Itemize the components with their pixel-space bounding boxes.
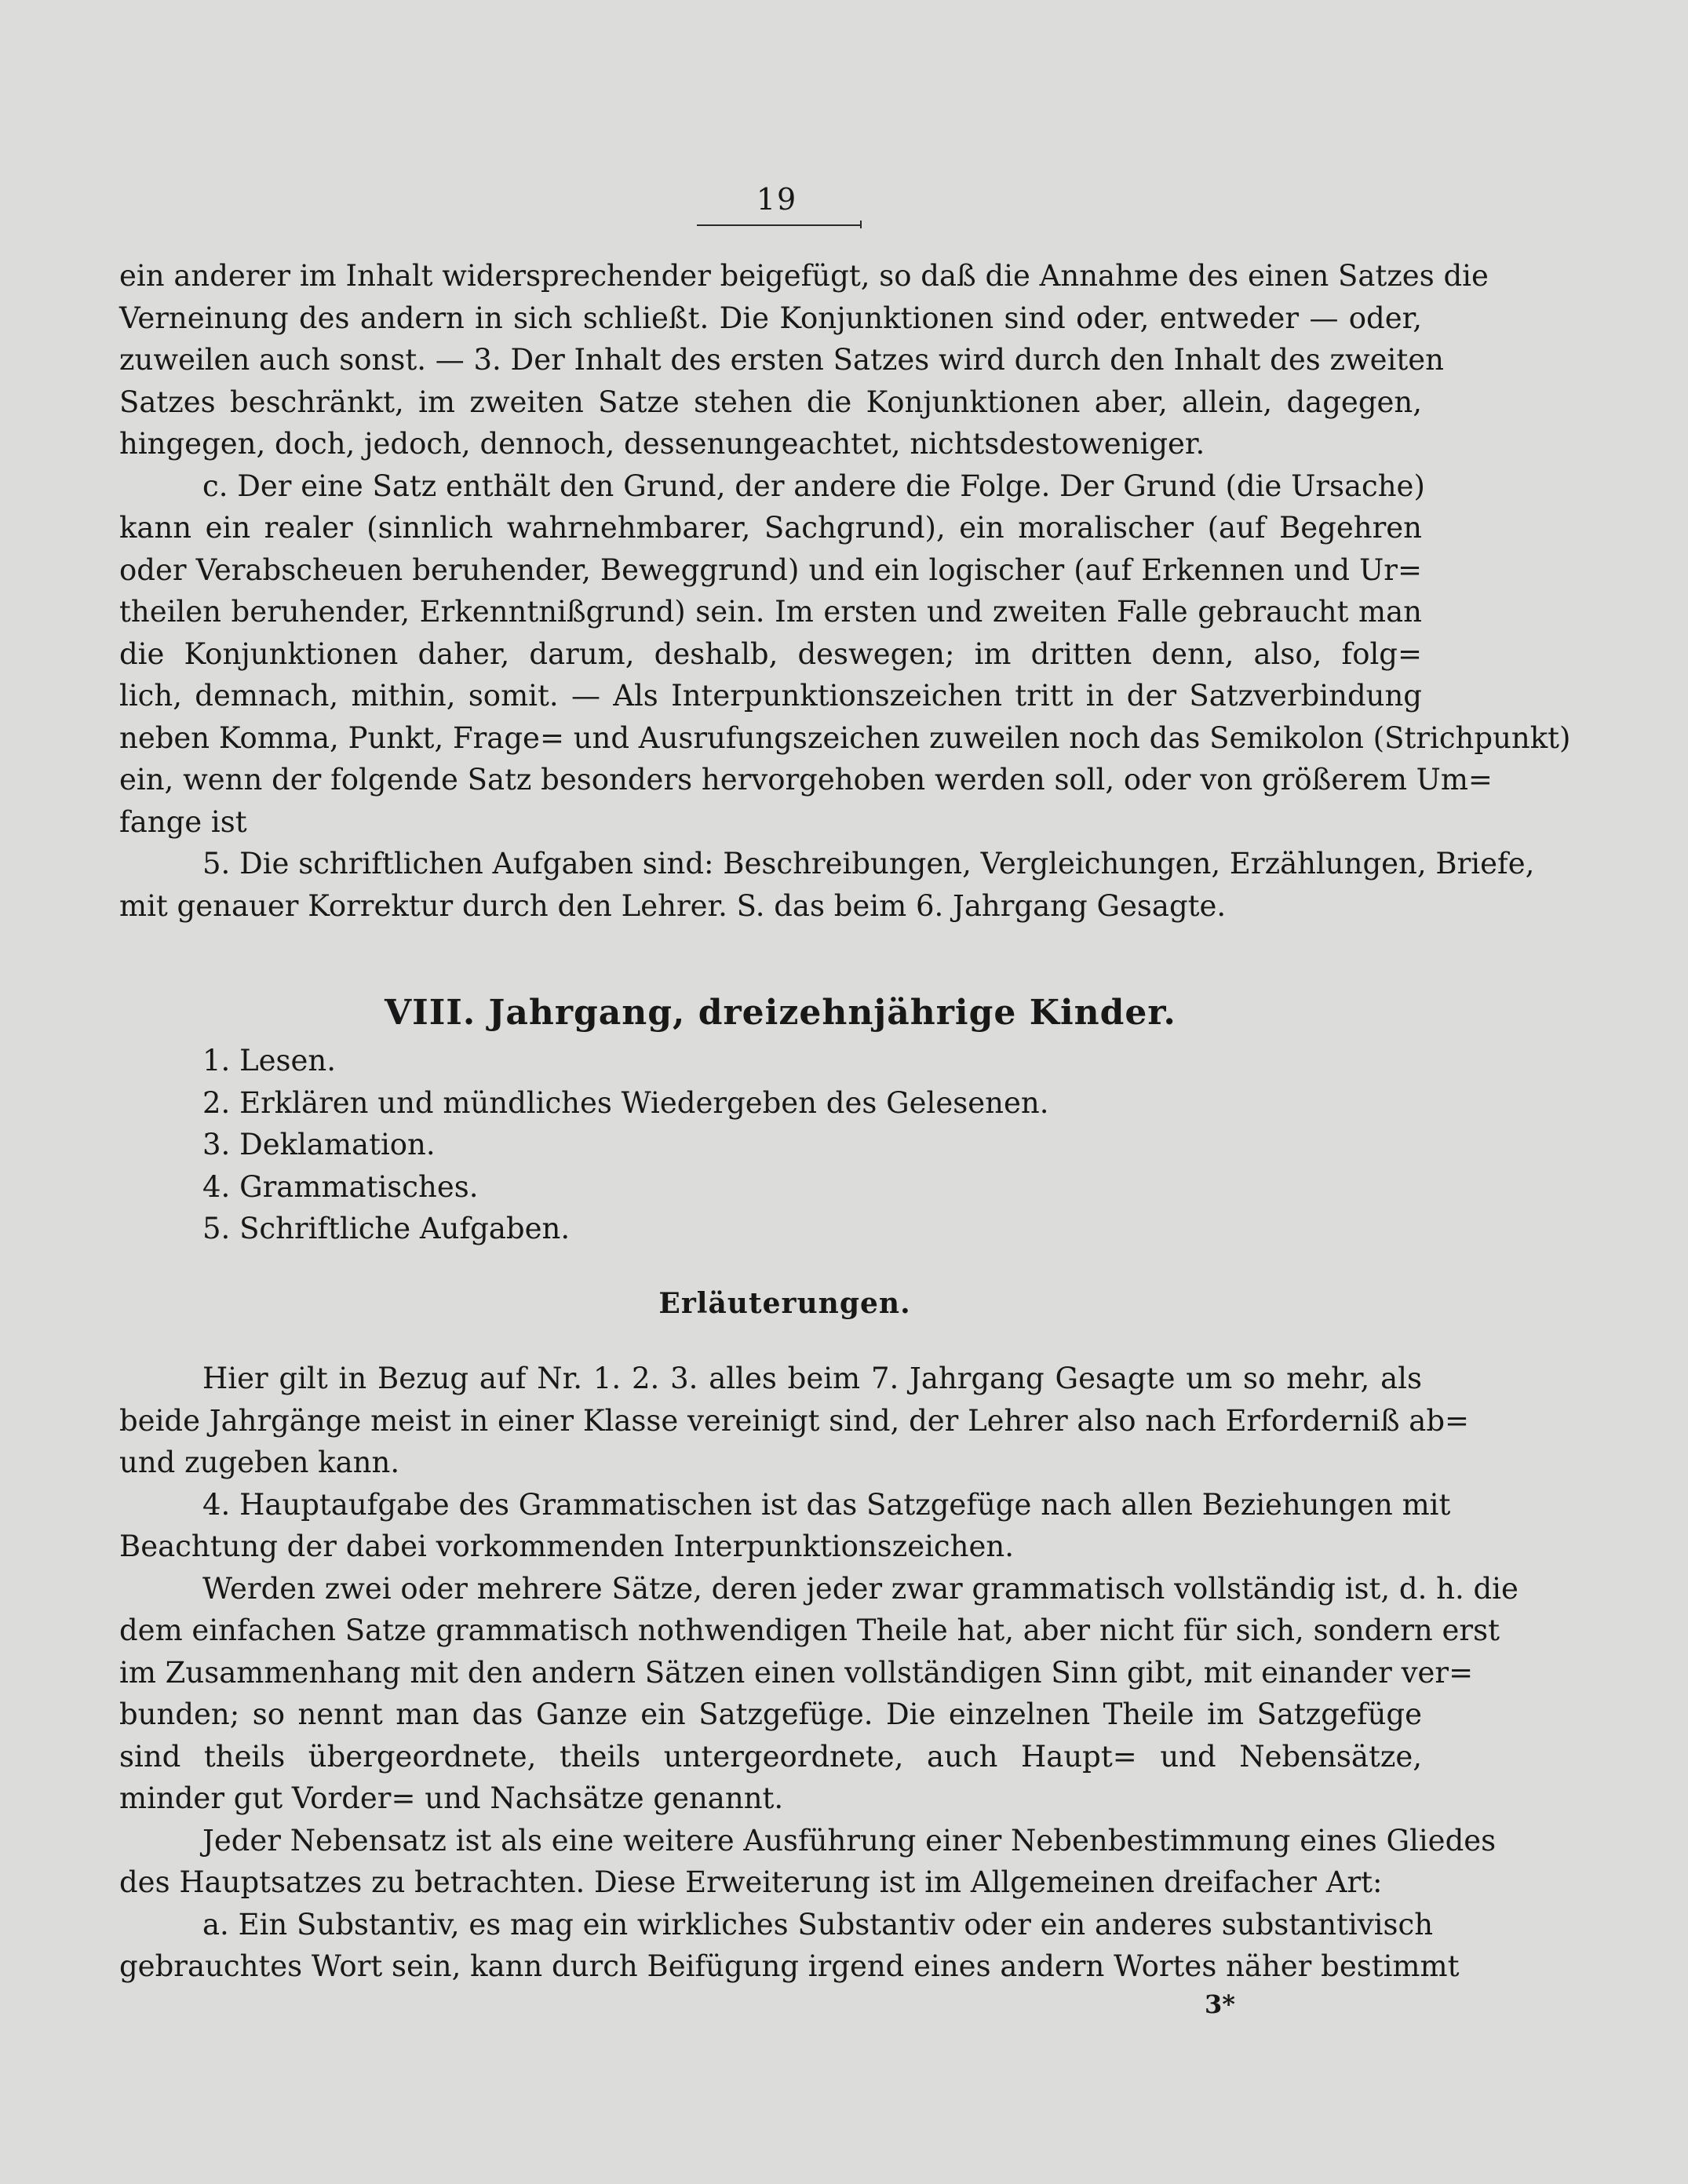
header-rule-tick	[860, 221, 862, 228]
text-line: Beachtung der dabei vorkommenden Interpunktionszeichen.	[119, 1530, 1014, 1563]
text-line: c. Der eine Satz enthält den Grund, der andere die Folge. Der Grund (die Ursache)	[202, 469, 1425, 503]
text-line: gebrauchtes Wort sein, kann durch Beifügung irgend eines andern Wortes näher bestimmt	[119, 1949, 1460, 1983]
text-line: des Hauptsatzes zu betrachten. Diese Erweiterung ist im Allgemeinen dreifacher Art:	[119, 1865, 1383, 1899]
header-rule	[697, 224, 862, 226]
text-line: zuweilen auch sonst. — 3. Der Inhalt des ersten Satzes wird durch den Inhalt des zweiten	[119, 343, 1444, 377]
list-item: 1. Lesen.	[202, 1044, 337, 1077]
text-line: minder gut Vorder= und Nachsätze genannt.	[119, 1781, 784, 1815]
text-line: neben Komma, Punkt, Frage= und Ausrufungszeichen zuweilen noch das Semikolon (Strichpunkt)	[119, 720, 1571, 755]
text-line: hingegen, doch, jedoch, dennoch, dessenungeachtet, nichtsdestoweniger.	[119, 427, 1205, 461]
list-item: 5. Schriftliche Aufgaben.	[202, 1212, 571, 1245]
text-line: bunden; so nennt man das Ganze ein Satzgefüge. Die einzelnen Theile im Satzgefüge	[119, 1697, 1422, 1731]
text-line: 5. Die schriftlichen Aufgaben sind: Beschreibungen, Vergleichungen, Erzählungen, Briefe,	[202, 847, 1535, 881]
text-line: Hier gilt in Bezug auf Nr. 1. 2. 3. alles beim 7. Jahrgang Gesagte um so mehr, als	[202, 1362, 1422, 1395]
text-line: mit genauer Korrektur durch den Lehrer. S. das beim 6. Jahrgang Gesagte.	[119, 888, 1227, 923]
text-line: ein, wenn der folgende Satz besonders hervorgehoben werden soll, oder von größerem Um=	[119, 763, 1493, 797]
list-item: 2. Erklären und mündliches Wiedergeben des Gelesenen.	[202, 1085, 1049, 1120]
page-number: 19	[756, 182, 798, 217]
list-item: 4. Grammatisches.	[202, 1169, 479, 1204]
text-line: dem einfachen Satze grammatisch nothwendigen Theile hat, aber nicht für sich, sondern erst	[119, 1613, 1500, 1647]
paragraph-block-1	[119, 255, 1571, 927]
text-line: Verneinung des andern in sich schließt. Die Konjunktionen sind oder, entweder — oder,	[119, 301, 1422, 335]
signature-mark: 3*	[1205, 1989, 1235, 2019]
subheading: Erläuterungen.	[658, 1287, 911, 1320]
text-line: ein anderer im Inhalt widersprechender beigefügt, so daß die Annahme des einen Satzes die	[119, 259, 1489, 293]
text-line: theilen beruhender, Erkenntnißgrund) sein. Im ersten und zweiten Falle gebraucht man	[119, 595, 1422, 629]
list-item: 3. Deklamation.	[202, 1128, 436, 1161]
text-line: sind theils übergeordnete, theils untergeordnete, auch Haupt= und Nebensätze,	[119, 1739, 1422, 1774]
text-line: beide Jahrgänge meist in einer Klasse vereinigt sind, der Lehrer also nach Erforderniß ab=	[119, 1403, 1470, 1438]
text-line: oder Verabscheuen beruhender, Beweggrund) und ein logischer (auf Erkennen und Ur=	[119, 552, 1422, 587]
text-line: fange ist	[119, 804, 247, 839]
text-line: Satzes beschränkt, im zweiten Satze stehen die Konjunktionen aber, allein, dagegen,	[119, 385, 1422, 419]
text-line: im Zusammenhang mit den andern Sätzen einen vollständigen Sinn gibt, mit einander ver=	[119, 1655, 1474, 1690]
text-line: Werden zwei oder mehrere Sätze, deren jeder zwar grammatisch vollständig ist, d. h. die	[202, 1571, 1518, 1606]
text-line: kann ein realer (sinnlich wahrnehmbarer, Sachgrund), ein moralischer (auf Begehren	[119, 511, 1422, 545]
text-line: und zugeben kann.	[119, 1446, 400, 1479]
numbered-list	[202, 1040, 1144, 1250]
text-line: 4. Hauptaufgabe des Grammatischen ist das Satzgefüge nach allen Beziehungen mit	[202, 1487, 1451, 1522]
text-line: a. Ein Substantiv, es mag ein wirkliches Substantiv oder ein anderes substantivisch	[202, 1907, 1434, 1942]
text-line: lich, demnach, mithin, somit. — Als Interpunktionszeichen tritt in der Satzverbindung	[119, 679, 1422, 713]
text-line: Jeder Nebensatz ist als eine weitere Ausführung einer Nebenbestimmung eines Gliedes	[202, 1823, 1497, 1858]
paragraph-block-2	[119, 1358, 1518, 1988]
section-heading: VIII. Jahrgang, dreizehnjährige Kinder.	[385, 993, 1176, 1033]
text-line: die Konjunktionen daher, darum, deshalb, deswegen; im dritten denn, also, folg=	[119, 636, 1422, 671]
